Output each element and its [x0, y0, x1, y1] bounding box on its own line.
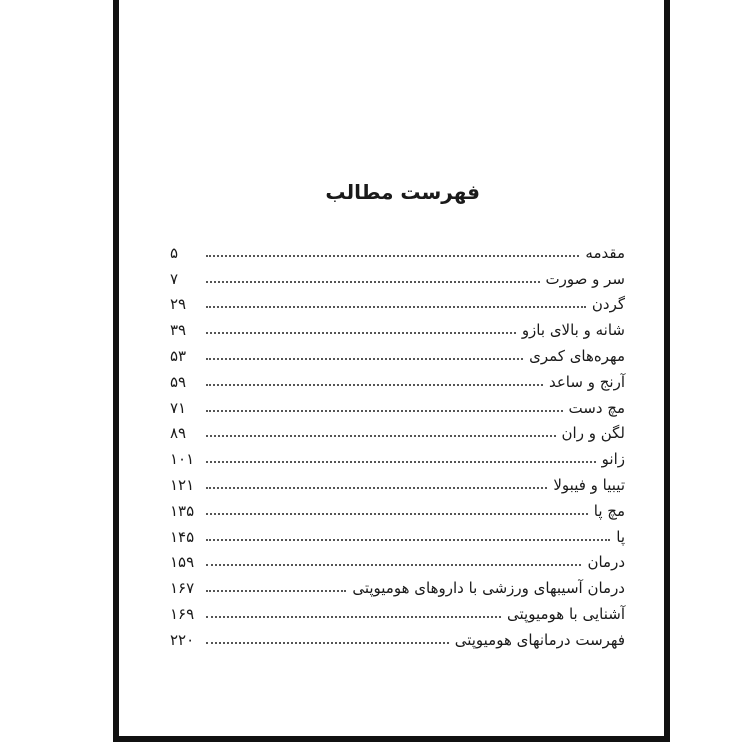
toc-label: شانه و بالای بازو: [521, 321, 625, 340]
toc-row: [170, 236, 625, 262]
toc-leader-dots: [206, 306, 586, 308]
toc-page-number: ۳۹: [170, 321, 187, 340]
toc-leader-dots: [206, 281, 540, 283]
toc-page-number: ۱۰۱: [170, 450, 195, 469]
toc-page-number: ۷: [170, 269, 179, 288]
toc-label: گردن: [591, 295, 625, 314]
toc-label: لگن و ران: [561, 424, 625, 443]
toc-leader-dots: [206, 255, 579, 257]
toc-leader-dots: [206, 435, 556, 437]
toc-row: [170, 623, 625, 649]
toc-row: [170, 313, 625, 339]
toc-row: [170, 365, 625, 391]
toc-page-number: ۵۹: [170, 372, 187, 391]
toc-label: مچ پا: [593, 501, 625, 520]
toc-row: [170, 520, 625, 546]
toc-row: [170, 494, 625, 520]
toc-leader-dots: [206, 642, 449, 644]
toc-row: [170, 597, 625, 623]
toc-leader-dots: [206, 332, 516, 334]
toc-row: [170, 571, 625, 597]
toc-leader-dots: [206, 539, 610, 541]
toc-label: مچ دست: [568, 398, 625, 417]
toc-row: [170, 339, 625, 365]
toc-row: [170, 262, 625, 288]
toc-leader-dots: [206, 564, 581, 566]
toc-leader-dots: [206, 616, 501, 618]
toc-label: آرنج و ساعد: [548, 372, 625, 391]
table-of-contents: [170, 236, 625, 649]
toc-row: [170, 546, 625, 572]
toc-page-number: ۱۵۹: [170, 553, 195, 572]
toc-leader-dots: [206, 487, 547, 489]
toc-page-number: ۲۹: [170, 295, 187, 314]
toc-row: [170, 391, 625, 417]
toc-page-number: ۸۹: [170, 424, 187, 443]
toc-leader-dots: [206, 461, 596, 463]
toc-leader-dots: [206, 410, 563, 412]
toc-leader-dots: [206, 513, 588, 515]
toc-leader-dots: [206, 590, 346, 592]
toc-page-number: ۱۴۵: [170, 527, 195, 546]
toc-row: [170, 442, 625, 468]
toc-label: درمان: [587, 553, 625, 572]
toc-row: [170, 468, 625, 494]
toc-page-number: ۵: [170, 243, 179, 262]
toc-label: سر و صورت: [545, 269, 625, 288]
toc-label: مهره‌های کمری: [529, 346, 625, 365]
toc-row: [170, 417, 625, 443]
toc-label: پا: [616, 527, 625, 546]
toc-page-number: ۵۳: [170, 346, 187, 365]
toc-page-number: ۱۶۷: [170, 579, 195, 598]
toc-label: آشنایی با هومیوپتی: [507, 604, 625, 623]
toc-page-number: ۷۱: [170, 398, 187, 417]
toc-label: فهرست درمانهای هومیوپتی: [454, 630, 625, 649]
toc-label: مقدمه: [585, 243, 625, 262]
page-title: فهرست مطالب: [325, 180, 480, 204]
toc-leader-dots: [206, 358, 523, 360]
toc-row: [170, 288, 625, 314]
toc-page-number: ۲۲۰: [170, 630, 195, 649]
toc-page-number: ۱۳۵: [170, 501, 195, 520]
toc-label: درمان آسیبهای ورزشی با داروهای هومیوپتی: [352, 579, 625, 598]
toc-page-number: ۱۶۹: [170, 604, 195, 623]
toc-label: زانو: [601, 450, 625, 469]
toc-leader-dots: [206, 384, 543, 386]
toc-label: تیبیا و فیبولا: [553, 475, 625, 494]
toc-page-number: ۱۲۱: [170, 475, 195, 494]
